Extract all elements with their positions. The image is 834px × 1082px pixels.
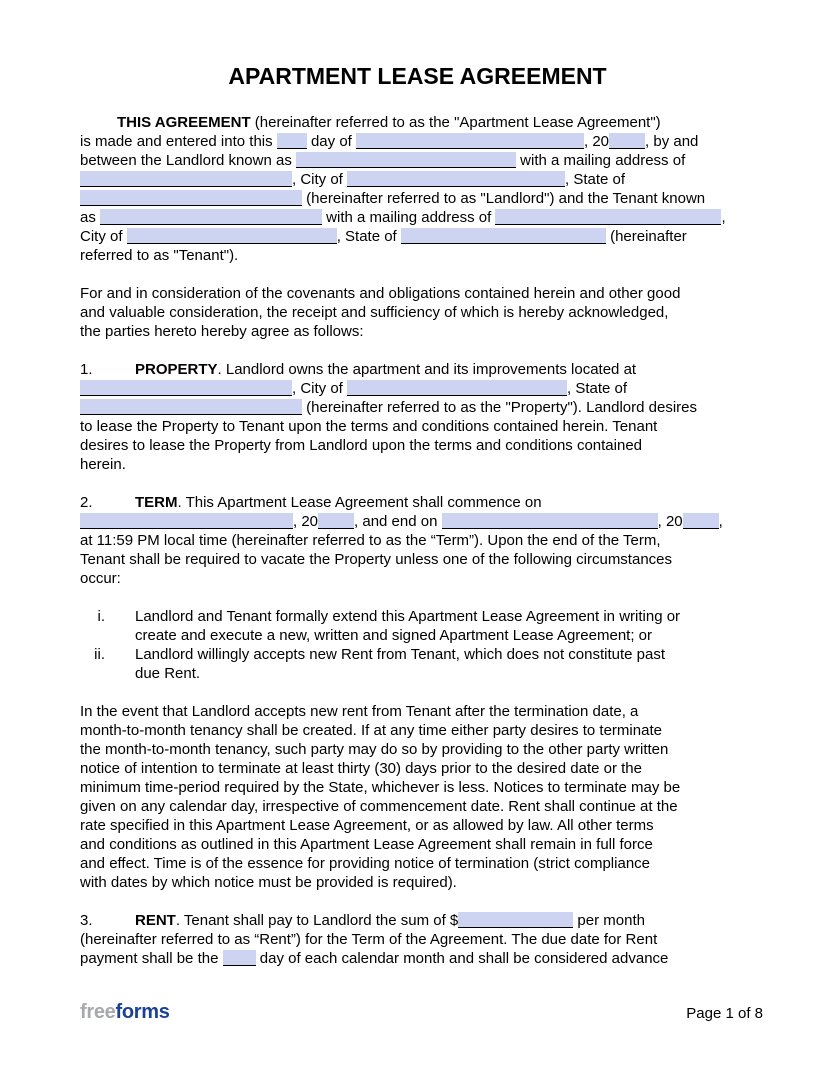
text-run: . Landlord owns the apartment and its improvements located at — [217, 361, 637, 378]
text-run: as — [80, 209, 101, 226]
text-run: , 20 — [293, 513, 319, 530]
text-run: , State of — [567, 380, 628, 397]
text-line — [80, 854, 755, 873]
text-line — [80, 132, 755, 151]
text-line — [80, 455, 755, 474]
text-line — [80, 835, 755, 854]
logo-text-forms: forms — [115, 1001, 170, 1023]
text-run: at 11:59 PM local time (hereinafter referred to as the “Term”). Upon the end of the Term, — [80, 532, 661, 549]
text-line — [80, 303, 755, 322]
text-run: , State of — [336, 228, 401, 245]
text-run: City of — [80, 228, 127, 245]
page-footer — [80, 1000, 763, 1024]
term-section — [80, 493, 755, 588]
text-line — [80, 113, 755, 132]
blank-field-rent-amount[interactable] — [458, 912, 573, 928]
list-item — [80, 645, 755, 683]
text-line — [80, 873, 755, 892]
text-run: , City of — [292, 380, 348, 397]
text-run: is made and entered into this — [80, 133, 277, 150]
text-run: (hereinafter referred to as the "Property"). Landlord desires — [302, 399, 698, 416]
blank-field-property-state[interactable] — [80, 399, 302, 415]
blank-field-start-date[interactable] — [80, 513, 293, 529]
blank-field-rent-due-day[interactable] — [223, 950, 256, 966]
text-run: payment shall be the — [80, 950, 223, 967]
section-number: 1. — [80, 361, 93, 378]
text-line — [80, 740, 755, 759]
section-number: 3. — [80, 912, 93, 929]
list-item-numeral: i. — [97, 608, 105, 625]
list-item-numeral: ii. — [94, 646, 105, 663]
blank-field-landlord-state[interactable] — [80, 190, 302, 206]
text-line — [80, 702, 755, 721]
text-run: between the Landlord known as — [80, 152, 296, 169]
text-run: to lease the Property to Tenant upon the terms and conditions contained herein. Tenant — [80, 418, 658, 435]
text-run: herein. — [80, 456, 126, 473]
text-line — [80, 531, 755, 550]
text-run: month-to-month tenancy shall be created. If at any time either party desires to terminate — [80, 722, 662, 739]
text-run: day of — [306, 133, 356, 150]
text-run: . Tenant shall pay to Landlord the sum of $ — [175, 912, 459, 929]
list-item-body — [135, 607, 755, 645]
text-run: with a mailing address of — [515, 152, 686, 169]
text-line — [80, 759, 755, 778]
text-line — [80, 721, 755, 740]
text-line — [80, 930, 755, 949]
text-run: desires to lease the Property from Landlord upon the terms and conditions contained — [80, 437, 643, 454]
text-line: Landlord willingly accepts new Rent from Tenant, which does not constitute past — [135, 646, 666, 663]
text-line: create and execute a new, written and signed Apartment Lease Agreement; or — [135, 627, 652, 644]
page-number-indicator: Page 1 of 8 — [686, 1005, 763, 1022]
blank-field-landlord-city[interactable] — [347, 171, 565, 187]
text-line — [80, 417, 755, 436]
property-section — [80, 360, 755, 474]
blank-field-end-year[interactable] — [683, 513, 719, 529]
list-item — [80, 607, 755, 645]
term-extension-list — [80, 607, 755, 683]
text-run: rate specified in this Apartment Lease Agreement, or as allowed by law. All other terms — [80, 817, 654, 834]
text-run: the month-to-month tenancy, such party may do so by providing to the other party written — [80, 741, 669, 758]
consideration-paragraph — [80, 284, 755, 341]
text-run: (hereinafter — [605, 228, 687, 245]
text-line — [80, 550, 755, 569]
text-run: minimum time-period required by the State, whichever is less. Notices to terminate may be — [80, 779, 681, 796]
text-run: day of each calendar month and shall be considered advance — [255, 950, 669, 967]
text-run: (hereinafter referred to as “Rent”) for the Term of the Agreement. The due date for Rent — [80, 931, 658, 948]
document-title: APARTMENT LEASE AGREEMENT — [228, 63, 607, 89]
blank-field-tenant-address[interactable] — [495, 209, 721, 225]
text-line: Landlord and Tenant formally extend this Apartment Lease Agreement in writing or — [135, 608, 681, 625]
text-run: , — [721, 209, 726, 226]
bold-text: TERM — [135, 494, 178, 511]
text-line — [80, 398, 755, 417]
blank-field-landlord-address[interactable] — [80, 171, 292, 187]
text-line — [80, 778, 755, 797]
text-run: , by and — [645, 133, 699, 150]
text-line — [80, 911, 755, 930]
freeforms-logo — [80, 1000, 170, 1024]
text-run: with a mailing address of — [322, 209, 496, 226]
logo-text-free: free — [80, 1001, 116, 1023]
text-line — [80, 569, 755, 588]
blank-field-tenant-city[interactable] — [127, 228, 337, 244]
blank-field-end-date[interactable] — [442, 513, 658, 529]
text-run: . This Apartment Lease Agreement shall commence on — [177, 494, 542, 511]
text-line — [80, 322, 755, 341]
text-line — [80, 284, 755, 303]
text-run: , and end on — [354, 513, 442, 530]
text-line: due Rent. — [135, 665, 201, 682]
blank-field-start-year[interactable] — [318, 513, 354, 529]
text-line — [80, 816, 755, 835]
blank-field-day[interactable] — [277, 133, 307, 149]
text-line — [80, 151, 755, 170]
text-line — [80, 246, 755, 265]
blank-field-property-address[interactable] — [80, 380, 292, 396]
blank-field-tenant-name[interactable] — [100, 209, 322, 225]
text-run: given on any calendar day, irrespective of commencement date. Rent shall continue at the — [80, 798, 678, 815]
text-run: For and in consideration of the covenants and obligations contained herein and other good — [80, 285, 681, 302]
text-run: , City of — [292, 171, 348, 188]
text-line — [80, 360, 755, 379]
blank-field-property-city[interactable] — [347, 380, 567, 396]
section-number: 2. — [80, 494, 93, 511]
text-run: , 20 — [584, 133, 610, 150]
blank-field-month[interactable] — [356, 133, 584, 149]
text-run: , — [718, 513, 723, 530]
document-page — [80, 62, 755, 968]
bold-text: THIS AGREEMENT — [117, 114, 251, 131]
text-line — [80, 170, 755, 189]
list-item-body — [135, 645, 755, 683]
blank-field-landlord-name[interactable] — [296, 152, 516, 168]
text-run: (hereinafter referred to as "Landlord") and the Tenant known — [302, 190, 706, 207]
text-run: and conditions as outlined in this Apartment Lease Agreement shall remain in full force — [80, 836, 653, 853]
blank-field-year[interactable] — [609, 133, 645, 149]
text-line — [80, 797, 755, 816]
bold-text: RENT — [135, 912, 176, 929]
text-run: , State of — [565, 171, 626, 188]
text-line — [80, 379, 755, 398]
text-line — [80, 512, 755, 531]
text-line — [80, 189, 755, 208]
text-run: occur: — [80, 570, 121, 587]
text-run: , 20 — [657, 513, 683, 530]
bold-text: PROPERTY — [135, 361, 218, 378]
text-line — [80, 949, 755, 968]
text-run: In the event that Landlord accepts new rent from Tenant after the termination date, a — [80, 703, 639, 720]
text-run: notice of intention to terminate at least thirty (30) days prior to the desired date or the — [80, 760, 642, 777]
text-line — [80, 208, 755, 227]
text-run: Tenant shall be required to vacate the Property unless one of the following circumstances — [80, 551, 673, 568]
intro-paragraph — [80, 113, 755, 265]
text-run: per month — [573, 912, 645, 929]
text-run: the parties hereto hereby agree as follows: — [80, 323, 364, 340]
text-run: with dates by which notice must be provided is required). — [80, 874, 457, 891]
rent-section — [80, 911, 755, 968]
text-run: and effect. Time is of the essence for providing notice of termination (strict compliance — [80, 855, 650, 872]
blank-field-tenant-state[interactable] — [401, 228, 606, 244]
text-run: and valuable consideration, the receipt and sufficiency of which is hereby acknowledged, — [80, 304, 669, 321]
text-run: (hereinafter referred to as the "Apartment Lease Agreement") — [250, 114, 661, 131]
document-body — [80, 113, 755, 968]
text-run: referred to as "Tenant"). — [80, 247, 239, 264]
text-line — [80, 227, 755, 246]
text-line — [80, 436, 755, 455]
text-line — [80, 493, 755, 512]
month-to-month-paragraph — [80, 702, 755, 892]
